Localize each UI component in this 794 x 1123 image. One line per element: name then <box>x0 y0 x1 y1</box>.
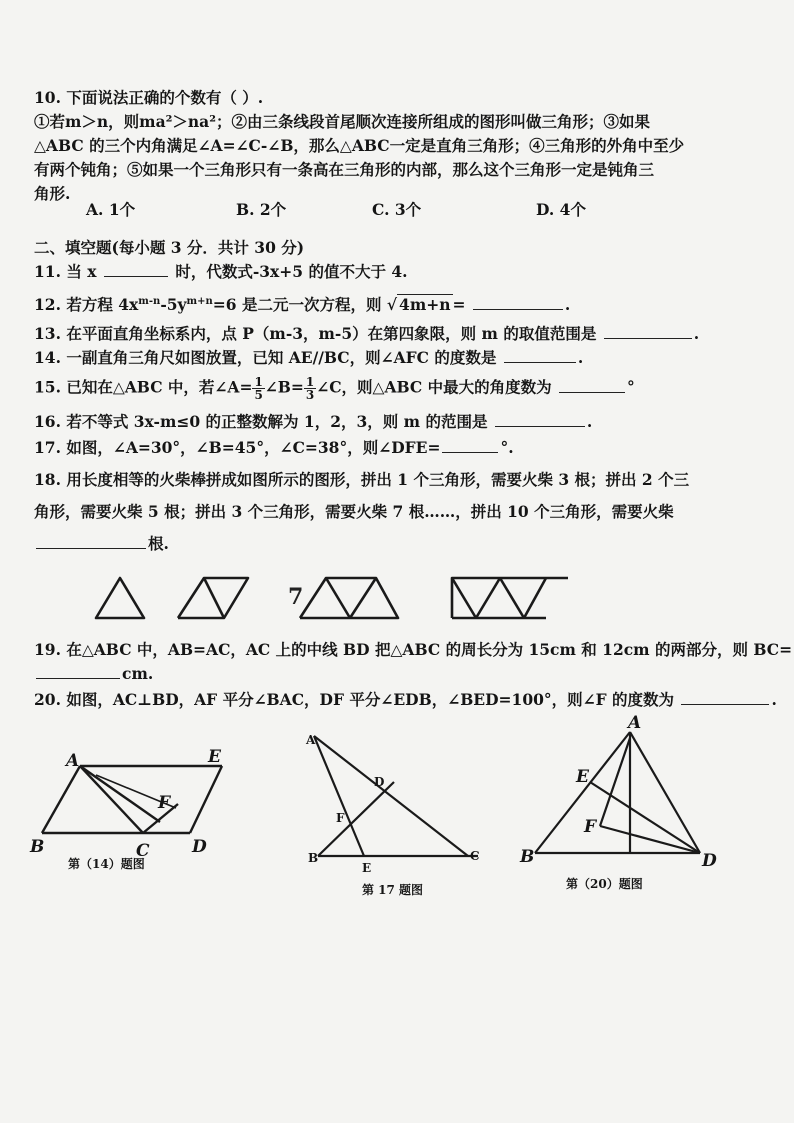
f17-caption: 第 17 题图 <box>362 883 424 897</box>
q10-line2: △ABC 的三个内角满足∠A=∠C-∠B，那么△ABC一定是直角三角形；④三角形的外角中至少 <box>34 136 685 155</box>
q10-option-b: B. 2个 <box>236 200 287 219</box>
f20-label-a: A <box>628 713 642 733</box>
f20-caption: 第（20）题图 <box>566 877 643 891</box>
q15-mid2: ∠C，则△ABC 中最大的角度数为 <box>316 377 552 397</box>
f17-label-e: E <box>362 861 372 875</box>
f17-label-b: B <box>308 851 319 865</box>
q18-line1: 18. 用长度相等的火柴棒拼成如图所示的图形，拼出 1 个三角形，需要火柴 3 根；拼出 2 个三 <box>34 470 690 489</box>
f20-label-f: F <box>584 817 597 837</box>
figure-17 <box>314 736 478 856</box>
f20-label-d: D <box>702 851 717 871</box>
q14-end: . <box>577 348 584 367</box>
q10-option-c: C. 3个 <box>372 200 422 219</box>
q15-frac1: $\frac{1}{5}$ <box>254 375 263 402</box>
q11-post: 时，代数式-3x+5 的值不大于 4. <box>175 262 408 281</box>
q12-exp1: m-n <box>138 296 161 307</box>
q12-mid: -5y <box>160 295 187 315</box>
q17-end: °. <box>500 438 514 457</box>
q15-mid: ∠B= <box>264 377 304 397</box>
f14-label-b: B <box>30 837 45 857</box>
q19-line1: 19. 在△ABC 中，AB=AC，AC 上的中线 BD 把△ABC 的周长分为 15cm 和 12cm 的两部分，则 BC= <box>34 640 793 659</box>
q12-pre: 12. 若方程 4x <box>34 295 139 315</box>
f20-label-b: B <box>520 847 535 867</box>
q12-post: = <box>452 295 466 315</box>
q10-stem: 10. 下面说法正确的个数有（ ）. <box>34 88 264 107</box>
q13-end: . <box>693 324 700 343</box>
f14-label-c: C <box>136 841 150 861</box>
q13-pre: 13. 在平面直角坐标系内，点 P（m-3，m-5）在第四象限，则 m 的取值范围是 <box>34 324 597 343</box>
f17-label-c: C <box>470 849 480 863</box>
f17-label-d: D <box>374 775 385 789</box>
f14-label-f: F <box>158 793 171 813</box>
f17-label-a: A <box>306 733 316 747</box>
q11-pre: 11. 当 x <box>34 262 97 281</box>
q15-frac2: $\frac{1}{3}$ <box>305 375 315 402</box>
q16-pre: 16. 若不等式 3x-m≤0 的正整数解为 1，2，3，则 m 的范围是 <box>34 412 488 431</box>
q15-pre: 15. 已知在△ABC 中，若∠A= <box>34 377 253 397</box>
f14-label-d: D <box>192 837 207 857</box>
f14-label-e: E <box>208 747 221 767</box>
f17-label-f: F <box>336 811 345 825</box>
section-title: 二、填空题(每小题 3 分．共计 30 分) <box>34 238 305 257</box>
q10-line4: 角形. <box>34 184 71 203</box>
q17-pre: 17. 如图，∠A=30°，∠B=45°，∠C=38°，则∠DFE= <box>34 438 441 457</box>
q20-pre: 20. 如图，AC⊥BD，AF 平分∠BAC，DF 平分∠EDB，∠BED=100°，则∠F 的度数为 <box>34 690 675 709</box>
q10-line3: 有两个钝角；⑤如果一个三角形只有一条高在三角形的内部，那么这个三角形一定是钝角三 <box>34 160 655 179</box>
q15-end: ° <box>627 377 635 397</box>
q12-mid2: =6 是二元一次方程，则 <box>212 295 382 315</box>
q12-end: . <box>564 295 571 315</box>
f14-caption: 第（14）题图 <box>68 857 145 871</box>
stray-mark: 7 <box>288 584 304 610</box>
q10-line1: ①若m＞n，则ma²＞na²；②由三条线段首尾顺次连接所组成的图形叫做三角形；③如果 <box>34 112 651 131</box>
q18-line2: 角形，需要火柴 5 根；拼出 3 个三角形，需要火柴 7 根……，拼出 10 个三角形，需要火柴 <box>34 502 674 521</box>
q20-end: . <box>771 690 777 709</box>
sqrt-sign: √ <box>386 295 398 315</box>
q14-pre: 14. 一副直角三角尺如图放置，已知 AE//BC，则∠AFC 的度数是 <box>34 348 497 367</box>
q12-radicand: 4m+n <box>399 295 451 315</box>
f20-label-e: E <box>576 767 589 787</box>
f14-label-a: A <box>66 751 80 771</box>
q16-end: . <box>586 412 593 431</box>
q12-exp2: m+n <box>186 296 213 307</box>
q18-end: 根. <box>148 534 169 553</box>
q19-end: cm. <box>122 664 154 683</box>
q10-option-d: D. 4个 <box>536 200 586 219</box>
figure-20 <box>535 732 700 853</box>
q10-option-a: A. 1个 <box>86 200 136 219</box>
